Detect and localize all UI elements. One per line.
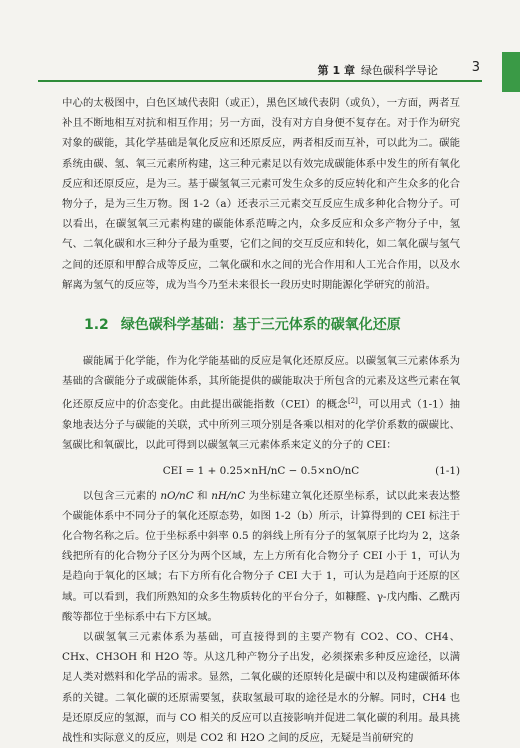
paragraph-4-text-c: 也是还原反应的氢源，而与 CO 相关的反应可以直接影响并促进二氧化碳的利用。最具挑战性和实际意义的反应，则是 <box>62 691 460 744</box>
page-body <box>62 93 460 748</box>
page-header <box>0 60 520 82</box>
paragraph-3-text-b: 和 <box>193 489 212 502</box>
paragraph-4-text-a: 以碳氢氧三元素体系为基础，可直接得到的主要产物有 <box>82 630 361 643</box>
paragraph-1: 中心的太极图中，白色区域代表阳（或正），黑色区域代表阴（或负），一方面，两者互补且不断地相互对抗和相互作用；另一方面，没有对方自身便不复存在。对于作为研究对象的碳能，其化学基础是氧化反应和还原反应，两者相反而互补，可以此为二。碳能系统由碳、氢、氧三元素所构建，这三种元素足以有效完成碳能体系中发生的所有氧化反应和还原反应，是为三。基于碳氢氧三元素可发生众多的反应转化和产生众多的化合物分子，是为三生万物。图 1-2（a）还表示三元素交互反应生成多种化合物分子。可以看出，在碳氢氧三元素构建的碳能体系范畴之内，众多反应和众多产物分子中，氢气、二氧化碳和水三种分子最为重要，它们之间的交互反应和转化，如二氧化碳与氢气之间的还原和甲醇合成等反应，二氧化碳和水之间的光合作用和人工光合作用，以及水解离为氢气的反应等，成为当今乃至未来很长一段历史时期能源化学研究的前沿。 <box>62 97 460 291</box>
co2-h2o-formula: CO2 和 H2O <box>200 731 265 744</box>
paragraph-2-text-b: ，可以用式（1-1）抽象地表达分子与碳能的关联，式中所列三项分别是各乘以相对的化学价系数的碳碳比、氢碳比和氧碳比，以此可得到以碳氢氧三元素体系来定义的分子的 CEI： <box>62 398 460 452</box>
paragraph-3 <box>62 486 460 627</box>
running-head <box>318 62 438 78</box>
equation-cei <box>62 460 460 482</box>
equation-number: (1-1) <box>435 464 460 477</box>
methane-formula: CH4 <box>422 691 447 704</box>
equation-text: CEI = 1 + 0.25×nH/nC − 0.5×nO/nC <box>162 464 360 477</box>
chapter-label: 第 1 章 <box>317 64 355 77</box>
header-rule <box>38 80 482 82</box>
section-title: 绿色碳科学基础：基于三元体系的碳氧化还原 <box>120 317 401 334</box>
paragraph-3-text-c: 为坐标建立氧化还原坐标系，试以此来表达整个碳能体系中不同分子的氧化还原态势，如图 1-2（b）所示，计算得到的 CEI 标注于化合物名称之后。位于坐标系中斜率 0.5 的斜线上所有分子的氢氧原子比均为 2，这条线把所有的化合物分子区分为两个区域，左上方所有化合物分子 CEI 小于 1，可认为是趋向于氧化的区域；右下方所有化合物分子 CEI 大于 1，可认为是趋向于还原的区域。可以看到，我们所熟知的众多生物质转化的平台分子，如糠醛、γ-戊内酯、乙酰丙酸等都位于坐标系中右下方区域。 <box>62 489 460 623</box>
chapter-title: 绿色碳科学导论 <box>361 64 438 77</box>
paragraph-2-text: 碳能属于化学能，作为化学能基础的反应是氧化还原反应。以碳氢氧三元素体系为基础的含碳能分子或碳能体系，其所能提供的碳能取决于所包含的元素及这些元素在氧化还原反应中的价态变化。由此提出碳能指数（CEI）的概念 <box>62 355 460 411</box>
product-list: CO2、CO、CH4、CHx、CH3OH 和 H2O <box>62 630 460 664</box>
paragraph-4-text-d: 之间的反应，无疑是当前研究的 <box>264 731 414 744</box>
paragraph-2 <box>62 351 460 455</box>
section-number: 1.2 <box>84 317 109 334</box>
ratio-h-c: nH/nC <box>211 489 246 502</box>
paragraph-4-text-b: 等。从这几种产物分子出发，必须探索多种反应途径，以满足人类对燃料和化学品的需求。显然，二氧化碳的还原转化是碳中和以及构建碳循环体系的关键。二氧化碳的还原需要氢，获取氢最可取的途径是水的分解。同时， <box>62 651 460 704</box>
paragraph-3-text-a: 以包含三元素的 <box>82 489 161 502</box>
paragraph-4 <box>62 627 460 748</box>
ratio-o-c: nO/nC <box>160 489 194 502</box>
citation-ref: [2] <box>347 397 358 406</box>
section-heading <box>62 315 460 335</box>
page-number: 3 <box>471 60 480 75</box>
